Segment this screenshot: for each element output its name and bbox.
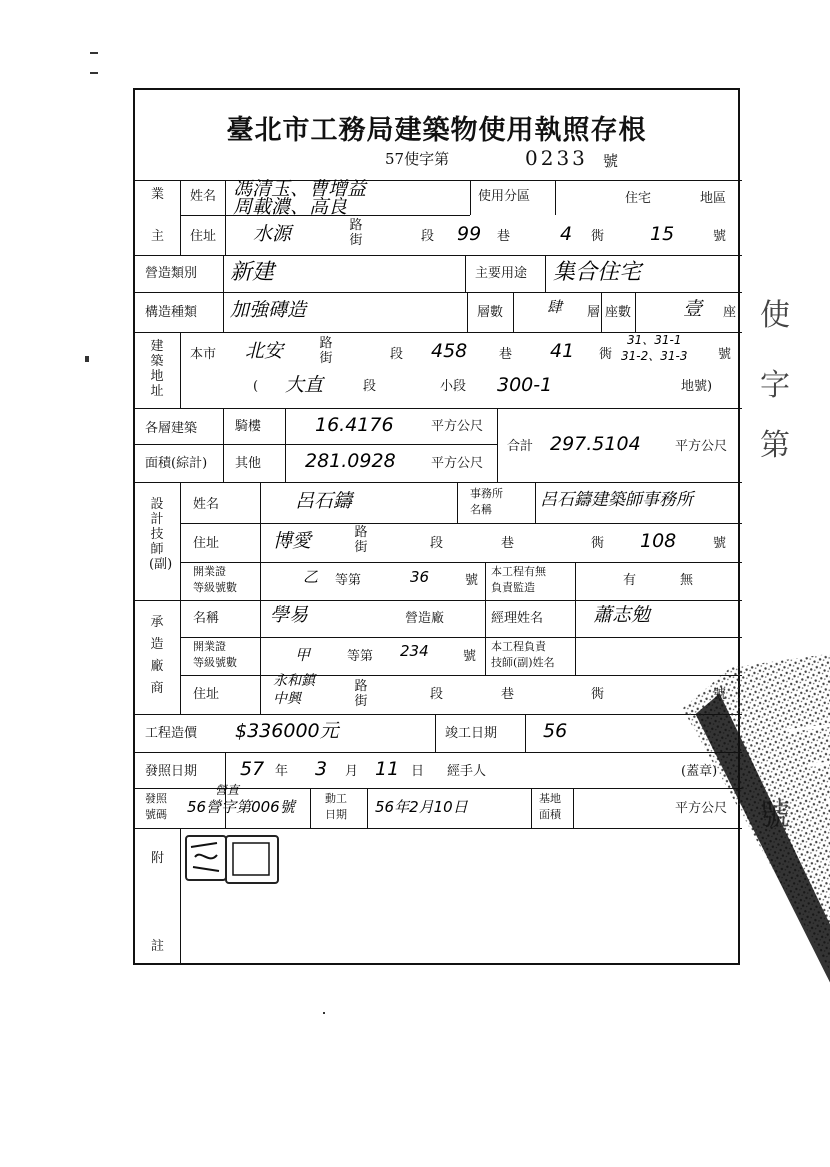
designer-license-text: 等第 <box>335 573 362 588</box>
rule <box>223 255 224 332</box>
owner-name-line2: 周載濃、高良 <box>233 196 348 218</box>
speck <box>85 356 89 362</box>
issue-month: 3 <box>315 758 328 780</box>
bp-prefix-note: 營直 <box>215 783 240 797</box>
rule <box>260 482 261 714</box>
owner-name-label: 姓名 <box>190 189 217 204</box>
owner-alley-label: 衖 <box>591 229 605 244</box>
floors-unit: 層 <box>587 305 601 320</box>
site-alley: 41 <box>550 340 575 362</box>
land-number-label: 地號) <box>681 379 713 394</box>
land-section-label: 段 <box>363 379 377 394</box>
rule <box>485 562 486 600</box>
other-label: 其他 <box>235 456 262 471</box>
rule <box>467 292 468 332</box>
owner-section-label-1: 業 <box>151 187 165 202</box>
rule <box>575 600 576 675</box>
issue-label: 發照日期 <box>145 764 198 779</box>
designer-license-label-2: 等級號數 <box>193 581 237 594</box>
contractor-license-grade: 甲 <box>295 646 311 664</box>
contractor-section-label: 段 <box>430 687 444 702</box>
rule <box>531 788 532 828</box>
designer-license-grade: 乙 <box>303 568 319 586</box>
owner-section-text: 段 <box>421 229 435 244</box>
permit-number: 0233 <box>525 146 588 170</box>
handler-label: 經手人 <box>447 764 487 779</box>
site-district: 北安 <box>245 340 284 362</box>
site-lane: 458 <box>431 340 468 362</box>
structure-value: 加強磚造 <box>230 299 307 321</box>
total-area-unit: 平方公尺 <box>675 439 728 454</box>
site-numbers-1: 31、31-1 <box>627 333 682 347</box>
rule <box>310 788 311 828</box>
completion-value: 56 <box>543 720 568 742</box>
owner-addr-street: 水源 <box>253 223 292 245</box>
base-label-2: 面積 <box>539 808 561 821</box>
rule <box>573 788 574 828</box>
rule <box>435 714 436 752</box>
contractor-firm-label: 營造廠 <box>405 611 445 626</box>
permit-label: 使字第 <box>404 150 450 168</box>
manager-value: 蕭志勉 <box>593 604 651 626</box>
designer-number-label: 號 <box>713 536 727 551</box>
site-lane-label: 巷 <box>499 347 513 362</box>
rule <box>135 292 742 293</box>
speck <box>90 52 98 54</box>
total-area-label: 合計 <box>507 439 534 454</box>
start-label-1: 動工 <box>325 792 347 805</box>
bp-label-2: 號碼 <box>145 808 167 821</box>
office-label-1: 事務所 <box>470 487 503 500</box>
rule <box>457 482 458 523</box>
rule <box>180 332 181 408</box>
rule <box>180 637 742 638</box>
designer-lane-label: 巷 <box>501 536 515 551</box>
rule <box>135 752 742 753</box>
main-use-label: 主要用途 <box>475 266 528 281</box>
completion-label: 竣工日期 <box>445 726 498 741</box>
site-road-label: 路 街 <box>319 336 333 366</box>
supervision-value-1: 有 <box>623 573 637 588</box>
designer-number: 108 <box>640 530 677 552</box>
rule <box>601 292 602 332</box>
margin-mark-1: 使 <box>760 298 790 333</box>
remarks-label-2: 註 <box>151 939 165 954</box>
contractor-license-suffix: 號 <box>463 649 477 664</box>
contractor-addr-label: 住址 <box>193 687 220 702</box>
designer-name-label: 姓名 <box>193 497 220 512</box>
site-section-label: 段 <box>390 347 404 362</box>
site-label: 建 築 地 址 <box>150 339 164 399</box>
owner-name-line1: 馮清玉、曹增益 <box>233 178 367 200</box>
designer-license-suffix: 號 <box>465 573 479 588</box>
rule <box>465 255 466 292</box>
owner-section-label-2: 主 <box>151 229 165 244</box>
other-unit: 平方公尺 <box>431 456 484 471</box>
permit-stub-form <box>133 88 740 965</box>
cost-value: $336000元 <box>235 720 339 742</box>
contractor-lane-label: 巷 <box>501 687 515 702</box>
site-alley-label: 衖 <box>599 347 613 362</box>
owner-number: 15 <box>650 223 675 245</box>
rule <box>135 444 497 445</box>
rule <box>513 292 514 332</box>
rule <box>135 180 742 181</box>
supervision-label-1: 本工程有無 <box>491 565 546 578</box>
base-unit: 平方公尺 <box>675 801 728 816</box>
arcade-unit: 平方公尺 <box>431 419 484 434</box>
site-numbers-2: 31-2、31-3 <box>621 349 688 363</box>
contractor-license-no: 234 <box>400 642 429 660</box>
rule <box>555 180 556 215</box>
owner-addr-label: 住址 <box>190 229 217 244</box>
rule <box>135 714 742 715</box>
rule <box>135 408 742 409</box>
supervision-value-2: 無 <box>680 573 694 588</box>
start-value: 56年2月10日 <box>375 798 468 816</box>
zone-value: 住宅 <box>625 191 652 206</box>
floors-value: 肆 <box>547 298 563 316</box>
site-city: 本市 <box>190 347 217 362</box>
rule <box>135 482 742 483</box>
seal-label: (蓋章) <box>681 764 718 779</box>
tech-label-1: 本工程負責 <box>491 640 546 653</box>
buildings-unit: 座 <box>723 305 737 320</box>
rule <box>180 562 742 563</box>
buildings-value: 壹 <box>683 298 703 320</box>
designer-license-label-1: 開業證 <box>193 565 226 578</box>
rule <box>470 180 471 215</box>
land-number: 300-1 <box>497 374 553 396</box>
contractor-license-text: 等第 <box>347 649 374 664</box>
area-label-top: 各層建築 <box>145 421 198 436</box>
construction-type-value: 新建 <box>230 260 275 285</box>
designer-section-label: 段 <box>430 536 444 551</box>
buildings-label: 座數 <box>605 305 632 320</box>
permit-suffix: 號 <box>603 152 619 170</box>
remarks-label-1: 附 <box>151 851 165 866</box>
arcade-value: 16.4176 <box>315 414 394 436</box>
rule <box>535 482 536 523</box>
bp-label-1: 發照 <box>145 792 167 805</box>
attached-photo-2 <box>225 835 279 884</box>
rule <box>635 292 636 332</box>
contractor-alley-label: 衖 <box>591 687 605 702</box>
rule <box>135 600 742 601</box>
designer-alley-label: 衖 <box>591 536 605 551</box>
supervision-label-2: 負責監造 <box>491 581 535 594</box>
form-title: 臺北市工務局建築物使用執照存根 <box>226 115 647 146</box>
area-label-bottom: 面積(綜計) <box>145 456 208 471</box>
contractor-license-label-2: 等級號數 <box>193 656 237 669</box>
attached-photo-1 <box>185 835 227 881</box>
rule <box>135 255 742 256</box>
structure-label: 構造種類 <box>145 305 198 320</box>
office-value: 呂石鑄建築師事務所 <box>540 490 693 510</box>
contractor-name-label: 名稱 <box>193 611 220 626</box>
designer-section-label: 設 計 技 師 (副) <box>149 497 173 572</box>
contractor-addr-1: 永和鎮 <box>273 673 315 689</box>
contractor-road-label: 路 街 <box>354 679 368 709</box>
issue-year-label: 年 <box>275 764 289 779</box>
floors-label: 層數 <box>477 305 504 320</box>
bp-value: 56營字第006號 <box>187 798 295 816</box>
permit-year: 57 <box>385 150 405 168</box>
rule <box>497 408 498 482</box>
issue-month-label: 月 <box>345 764 359 779</box>
speck <box>90 72 98 74</box>
rule <box>180 828 181 965</box>
contractor-name-value: 學易 <box>270 604 309 626</box>
land-subsection-label: 小段 <box>440 379 467 394</box>
rule <box>180 180 181 255</box>
zone-label: 使用分區 <box>478 189 531 204</box>
issue-year: 57 <box>240 758 265 780</box>
other-value: 281.0928 <box>305 450 396 472</box>
owner-number-label: 號 <box>713 229 727 244</box>
zone-suffix: 地區 <box>700 191 727 206</box>
manager-label: 經理姓名 <box>491 611 544 626</box>
site-number-label: 號 <box>718 347 732 362</box>
total-area-value: 297.5104 <box>550 433 641 455</box>
rule <box>223 408 224 482</box>
contractor-addr-2: 中興 <box>273 691 301 707</box>
designer-addr-value: 博愛 <box>273 530 312 552</box>
office-label-2: 名稱 <box>470 503 492 516</box>
site-open-paren: ( <box>253 379 259 394</box>
rule <box>285 408 286 482</box>
margin-mark-2: 字 <box>760 368 790 403</box>
rule <box>180 675 742 676</box>
speck <box>323 1012 325 1014</box>
owner-road-label: 路 街 <box>349 218 363 248</box>
contractor-license-label-1: 開業證 <box>193 640 226 653</box>
rule <box>180 523 742 524</box>
designer-road-label: 路 街 <box>354 525 368 555</box>
start-label-2: 日期 <box>325 808 347 821</box>
base-label-1: 基地 <box>539 792 561 805</box>
tech-label-2: 技師(副)姓名 <box>491 656 555 669</box>
rule <box>485 600 486 675</box>
issue-day: 11 <box>375 758 400 780</box>
owner-lane-label: 巷 <box>497 229 511 244</box>
arcade-label: 騎樓 <box>235 419 262 434</box>
designer-license-no: 36 <box>410 568 430 586</box>
main-use-value: 集合住宅 <box>553 260 642 285</box>
margin-mark-3: 第 <box>760 428 790 463</box>
land-section: 大直 <box>285 374 324 396</box>
photo-scribble <box>187 837 225 879</box>
rule <box>575 562 576 600</box>
rule <box>135 828 742 829</box>
owner-lane: 99 <box>457 223 482 245</box>
issue-day-label: 日 <box>411 764 425 779</box>
cost-label: 工程造價 <box>145 726 198 741</box>
permit-number-line <box>385 146 619 170</box>
rule <box>225 180 226 255</box>
rule <box>545 255 546 292</box>
photo-frame <box>227 837 277 882</box>
designer-addr-label: 住址 <box>193 536 220 551</box>
owner-alley: 4 <box>560 223 573 245</box>
construction-type-label: 營造類別 <box>145 266 198 281</box>
rule <box>180 482 181 714</box>
contractor-section-label: 承 造 廠 商 <box>150 615 164 697</box>
rule <box>367 788 368 828</box>
rule <box>525 714 526 752</box>
designer-name-value: 呂石鑄 <box>295 490 353 512</box>
